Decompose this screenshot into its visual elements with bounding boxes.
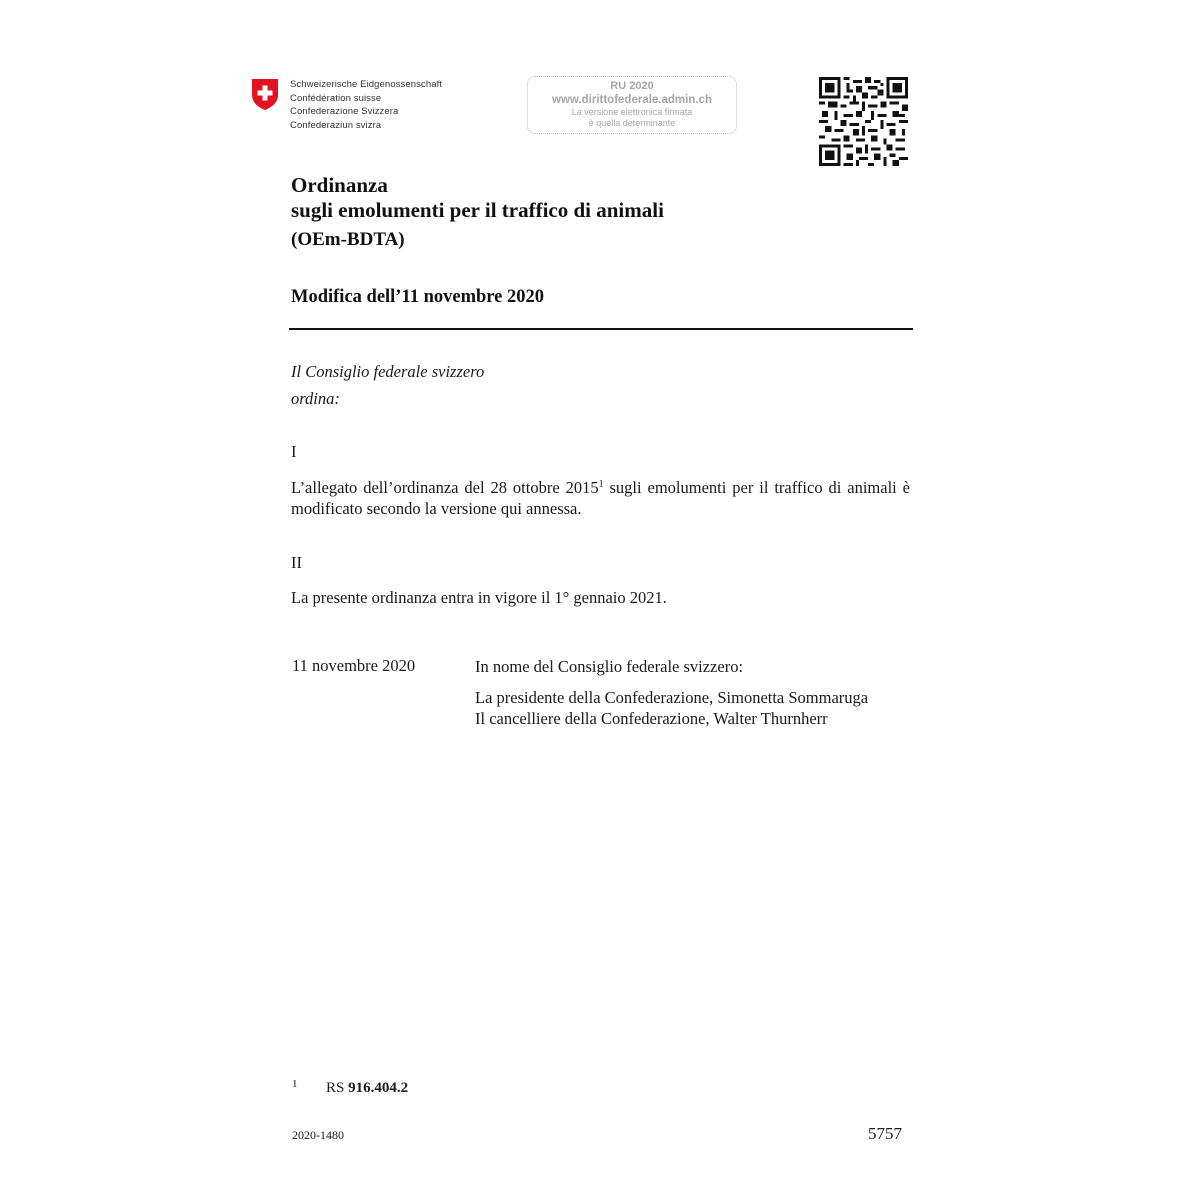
amendment-date-heading: Modifica dell’11 novembre 2020 bbox=[291, 287, 544, 307]
ordinance-abbreviation: (OEm-BDTA) bbox=[291, 229, 405, 250]
section-1-text bbox=[291, 477, 910, 519]
signature-date: 11 novembre 2020 bbox=[292, 656, 416, 675]
authority-name-fr: Confédération suisse bbox=[290, 92, 382, 104]
section-1-text-end: sugli emolumenti per il traffico di animali è modificato secondo la versione qui annessa. bbox=[291, 478, 910, 518]
title-line-1: Ordinanza bbox=[291, 173, 388, 197]
stamp-website: www.dirittofederale.admin.ch bbox=[552, 94, 712, 106]
footnote-prefix: RS bbox=[326, 1080, 349, 1096]
section-1-text-start: L’allegato dell’ordinanza del 28 ottobre 2015 bbox=[291, 478, 599, 497]
preamble bbox=[291, 358, 484, 412]
signature-president: La presidente della Confederazione, Simonetta Sommaruga bbox=[475, 688, 869, 707]
section-2-text: La presente ordinanza entra in vigore il 1° gennaio 2021. bbox=[291, 588, 667, 607]
section-number-1: I bbox=[291, 442, 297, 461]
stamp-collection: RU 2020 bbox=[610, 80, 654, 92]
preamble-verb: ordina: bbox=[291, 389, 340, 408]
stamp-note-1: La versione elettronica firmata bbox=[571, 107, 693, 117]
qr-code-icon bbox=[819, 77, 908, 166]
section-number-2: II bbox=[291, 553, 302, 572]
title-line-2: sugli emolumenti per il traffico di animali bbox=[291, 198, 664, 222]
federal-authority-names bbox=[290, 78, 442, 132]
footnote-sr-number: 916.404.2 bbox=[348, 1080, 409, 1096]
title-divider bbox=[289, 328, 913, 330]
document-number: 2020-1480 bbox=[292, 1128, 344, 1142]
ordinance-title bbox=[291, 173, 664, 223]
swiss-coat-of-arms-icon bbox=[252, 79, 278, 110]
signature-on-behalf: In nome del Consiglio federale svizzero: bbox=[475, 657, 744, 676]
official-publication-stamp bbox=[527, 76, 737, 134]
page-number: 5757 bbox=[868, 1124, 902, 1143]
authority-name-it: Confederazione Svizzera bbox=[290, 106, 399, 117]
authority-name-rm: Confederaziun svizra bbox=[290, 119, 382, 131]
footnote-reference[interactable]: 1 bbox=[598, 479, 604, 490]
authority-name-de: Schweizerische Eidgenossenschaft bbox=[290, 79, 443, 90]
footnote-mark: 1 bbox=[292, 1078, 298, 1090]
signature-chancellor: Il cancelliere della Confederazione, Walter Thurnherr bbox=[475, 709, 828, 728]
footnote-text bbox=[326, 1080, 408, 1097]
preamble-issuer: Il Consiglio federale svizzero bbox=[291, 362, 485, 381]
stamp-note-2: è quella determinante bbox=[588, 118, 676, 128]
